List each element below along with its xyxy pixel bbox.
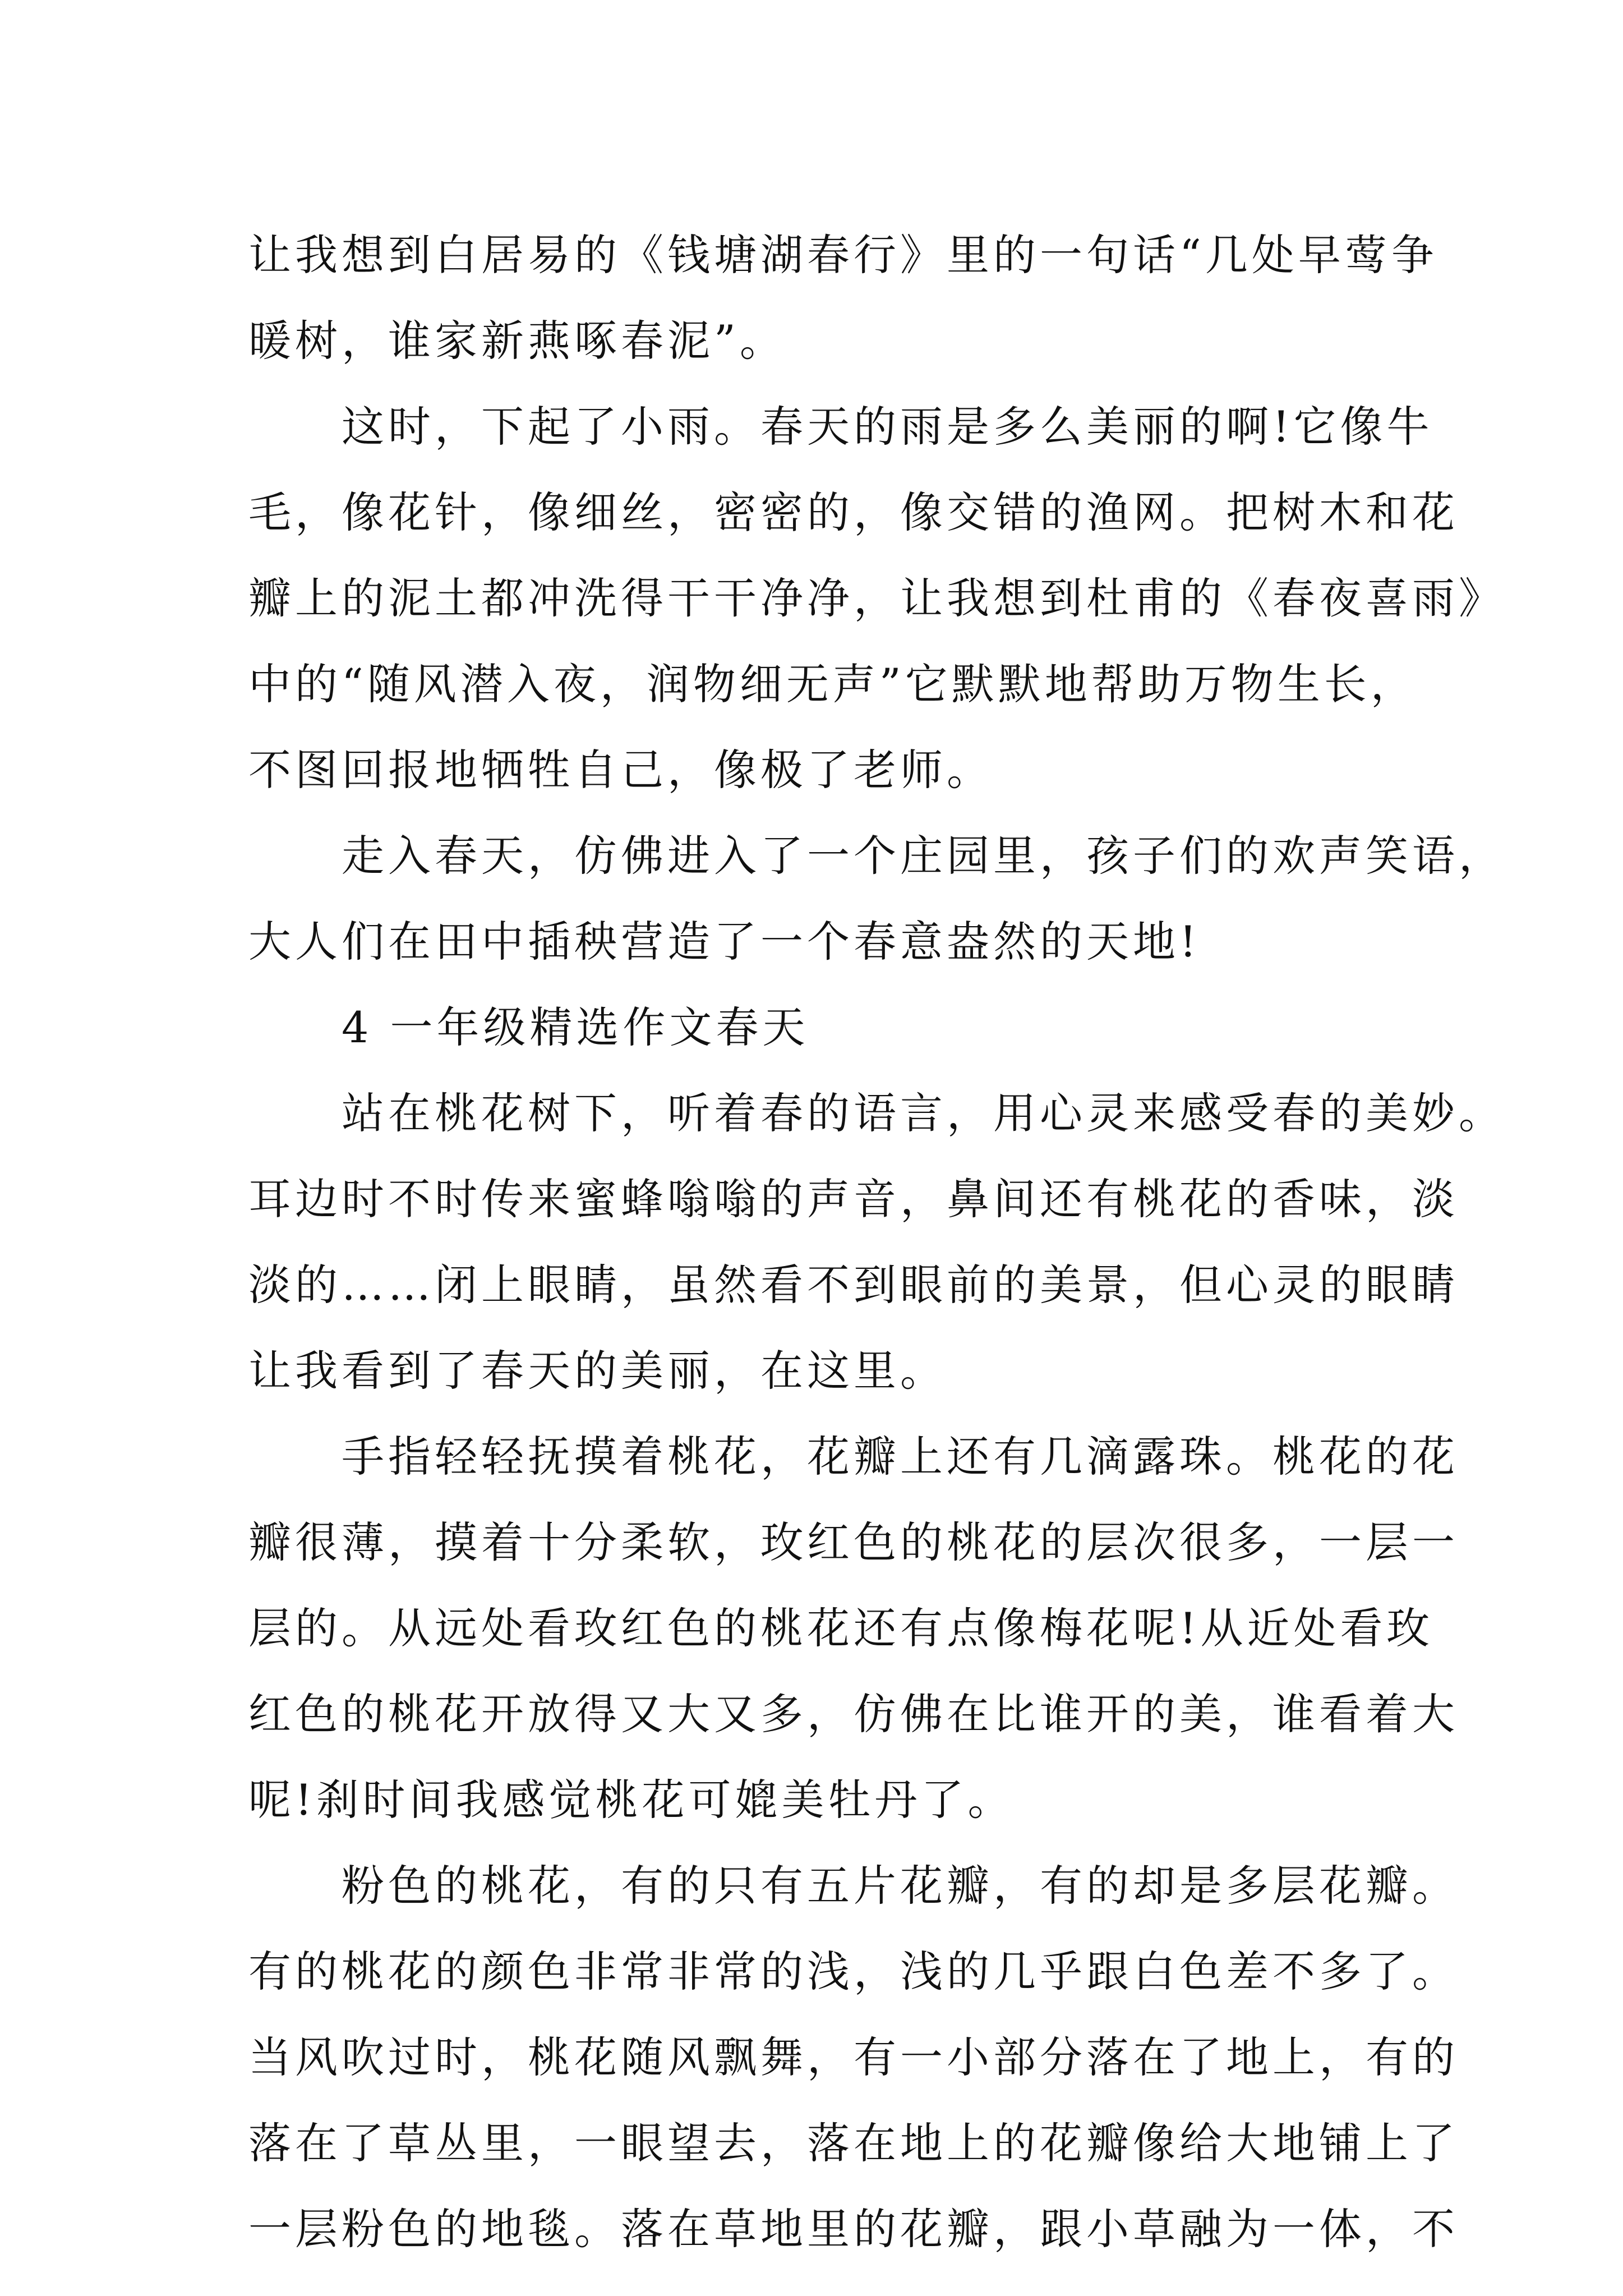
text-line: 走入春天，仿佛进入了一个庄园里，孩子们的欢声笑语， <box>248 831 1505 881</box>
text-line: 站在桃花树下，听着春的语言，用心灵来感受春的美妙。 <box>248 1088 1505 1138</box>
text-line: 粉色的桃花，有的只有五片花瓣，有的却是多层花瓣。 <box>248 1861 1459 1911</box>
section-heading: 4 一年级精选作文春天 <box>248 1002 809 1052</box>
text-line: 有的桃花的颜色非常非常的浅，浅的几乎跟白色差不多了。 <box>248 1947 1459 1996</box>
text-line: 层的。从远处看玫红色的桃花还有点像梅花呢!从近处看玫 <box>248 1603 1433 1653</box>
text-line: 淡的……闭上眼睛，虽然看不到眼前的美景，但心灵的眼睛 <box>248 1260 1459 1310</box>
text-line: 瓣很薄，摸着十分柔软，玫红色的桃花的层次很多，一层一 <box>248 1517 1459 1567</box>
text-line: 瓣上的泥土都冲洗得干干净净，让我想到杜甫的《春夜喜雨》 <box>248 573 1505 623</box>
text-line: 中的“随风潜入夜，润物细无声”它默默地帮助万物生长， <box>248 659 1417 709</box>
text-line: 一层粉色的地毯。落在草地里的花瓣，跟小草融为一体，不 <box>248 2204 1459 2254</box>
text-line: 毛，像花针，像细丝，密密的，像交错的渔网。把树木和花 <box>248 487 1459 537</box>
text-line: 大人们在田中插秧营造了一个春意盎然的天地! <box>248 917 1201 967</box>
essay-text <box>248 212 1505 2272</box>
text-line: 这时，下起了小雨。春天的雨是多么美丽的啊!它像牛 <box>248 402 1433 452</box>
text-line: 红色的桃花开放得又大又多，仿佛在比谁开的美，谁看着大 <box>248 1689 1459 1739</box>
text-line: 手指轻轻抚摸着桃花，花瓣上还有几滴露珠。桃花的花 <box>248 1432 1459 1481</box>
text-line: 让我看到了春天的美丽，在这里。 <box>248 1346 947 1396</box>
text-line: 呢!刹时间我感觉桃花可媲美牡丹了。 <box>248 1775 1015 1825</box>
text-line: 不图回报地牺牲自己，像极了老师。 <box>248 745 993 795</box>
text-line: 暖树，谁家新燕啄春泥”。 <box>248 316 786 366</box>
text-line: 当风吹过时，桃花随风飘舞，有一小部分落在了地上，有的 <box>248 2032 1459 2082</box>
text-line: 耳边时不时传来蜜蜂嗡嗡的声音，鼻间还有桃花的香味，淡 <box>248 1174 1459 1224</box>
text-line: 落在了草丛里，一眼望去，落在地上的花瓣像给大地铺上了 <box>248 2118 1459 2168</box>
text-line: 让我想到白居易的《钱塘湖春行》里的一句话“几处早莺争 <box>248 230 1438 280</box>
